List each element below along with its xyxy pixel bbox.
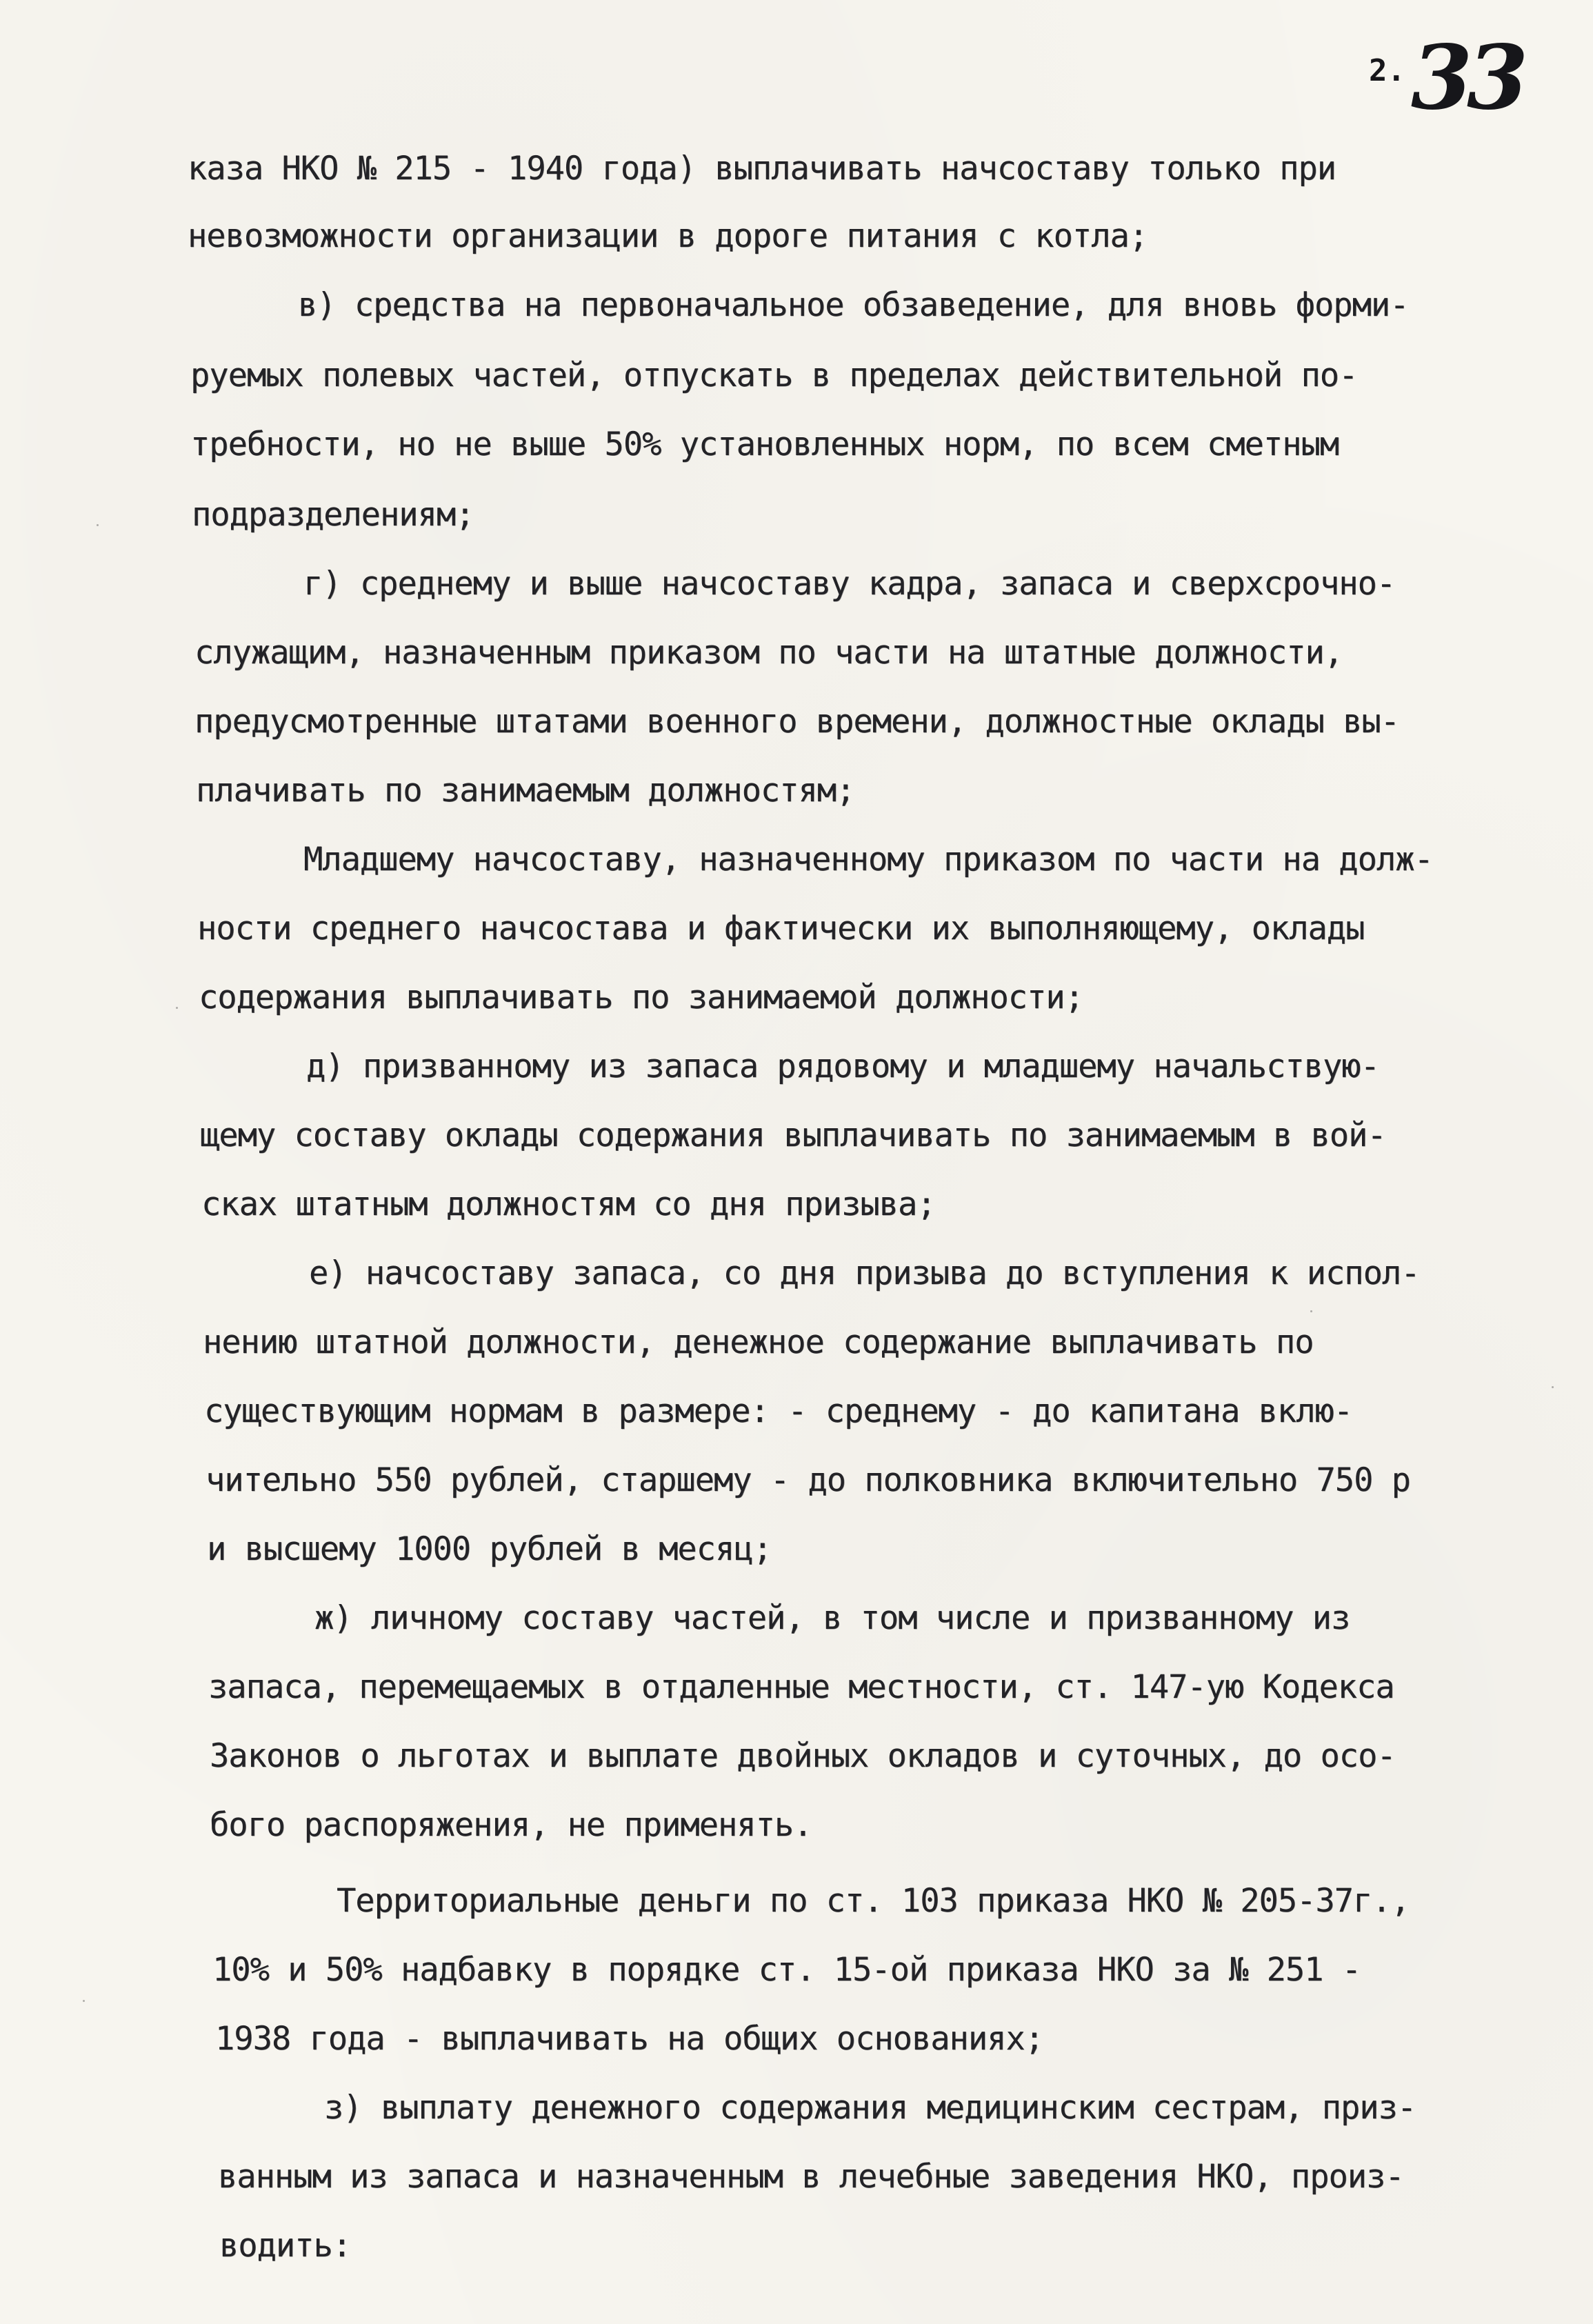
text-line: бого распоряжения, не применять. [210, 1806, 812, 1844]
scan-speck [421, 1490, 423, 1492]
text-line: г) среднему и выше начсоставу кадра, запаса и сверхсрочно- [303, 565, 1396, 603]
text-line: содержания выплачивать по занимаемой должности; [199, 979, 1083, 1016]
text-line: предусмотренные штатами военного времени, должностные оклады вы- [194, 703, 1399, 741]
text-line: ванным из запаса и назначенным в лечебные заведения НКО, произ- [218, 2158, 1404, 2196]
text-line: 10% и 50% надбавку в порядке ст. 15-ой приказа НКО за № 251 - [212, 1951, 1361, 1989]
text-line: ности среднего начсостава и фактически их выполняющему, оклады [197, 910, 1365, 948]
text-line: з) выплату денежного содержания медицинским сестрам, приз- [324, 2089, 1416, 2127]
scan-speck [176, 1007, 178, 1009]
text-line: невозможности организации в дороге питания с котла; [188, 217, 1148, 255]
scan-speck [1310, 1310, 1312, 1312]
text-line: в) средства на первоначальное обзаведение, для вновь форми- [298, 286, 1409, 324]
text-line: 1938 года - выплачивать на общих основаниях; [215, 2020, 1044, 2058]
text-line: Законов о льготах и выплате двойных окладов и суточных, до осо- [210, 1737, 1396, 1775]
text-line: ж) личному составу частей, в том числе и призванному из [314, 1599, 1350, 1637]
text-line: подразделениям; [192, 496, 474, 534]
page-number-handwritten: 33 [1410, 26, 1523, 130]
text-line: и высшему 1000 рублей в месяц; [207, 1530, 772, 1568]
scan-speck [97, 524, 99, 526]
scan-speck [83, 2000, 85, 2002]
text-line: сках штатным должностям со дня призыва; [201, 1185, 936, 1223]
page-number-prefix: 2. [1369, 53, 1405, 88]
text-line: существующим нормам в размере: - среднему - до капитана вклю- [204, 1392, 1353, 1430]
text-line: плачивать по занимаемым должностям; [196, 772, 855, 810]
text-line: нению штатной должности, денежное содержание выплачивать по [203, 1323, 1314, 1361]
text-line: щему составу оклады содержания выплачивать по занимаемым в вой- [200, 1116, 1386, 1154]
text-line: требности, но не выше 50% установленных норм, по всем сметным [190, 425, 1339, 463]
text-line: д) призванному из запаса рядовому и младшему начальствую- [306, 1048, 1379, 1085]
text-line: Территориальные деньги по ст. 103 приказа НКО № 205-37г., [337, 1882, 1410, 1920]
text-line: Младшему начсоставу, назначенному приказом по части на долж- [303, 841, 1433, 879]
text-line: е) начсоставу запаса, со дня призыва до вступления к испол- [309, 1254, 1420, 1292]
text-line: руемых полевых частей, отпускать в пределах действительной по- [190, 357, 1358, 394]
text-line: чительно 550 рублей, старшему - до полковника включительно 750 р [206, 1461, 1410, 1499]
text-line: водить: [219, 2227, 352, 2265]
text-line: каза НКО № 215 - 1940 года) выплачивать начсоставу только при [188, 150, 1336, 188]
scan-speck [1552, 1386, 1554, 1388]
text-line: запаса, перемещаемых в отдаленные местности, ст. 147-ую Кодекса [208, 1668, 1394, 1706]
text-line: служащим, назначенным приказом по части на штатные должности, [194, 634, 1343, 672]
